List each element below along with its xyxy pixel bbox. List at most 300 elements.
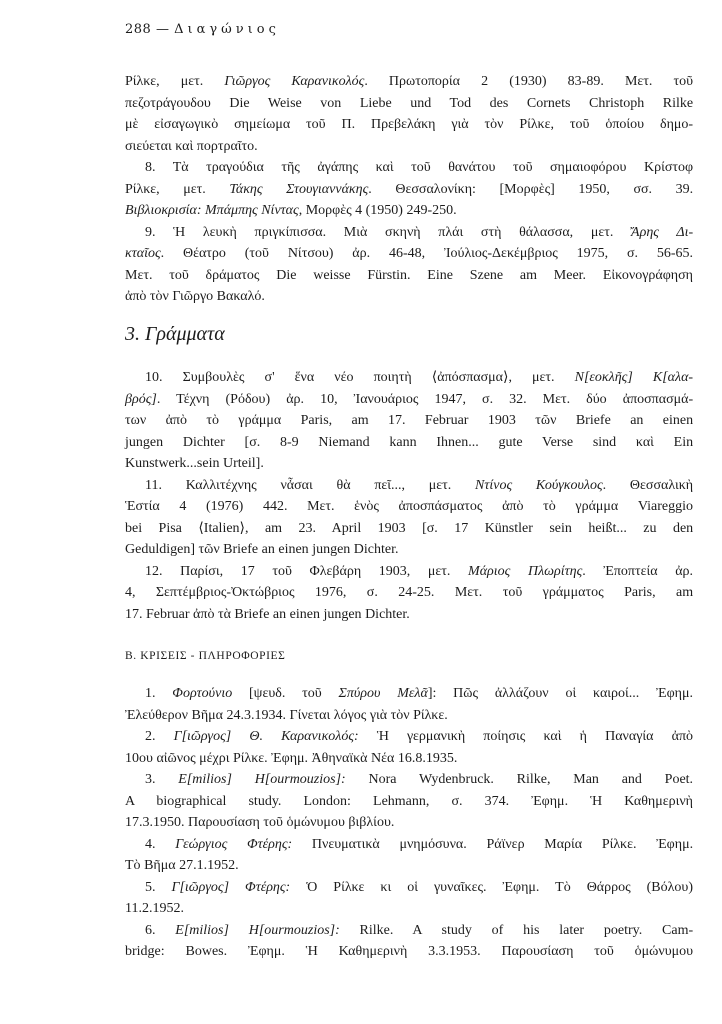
text-run: θανάτου [448,160,496,175]
text-run [501,225,519,240]
text-run: Ὁ [306,879,318,895]
text-run: Φλεβάρη [309,563,362,579]
section-heading-letters: 3. Γράμματα [125,323,225,345]
text-run: νἆσαι [280,477,313,493]
text-run: τοῦ [512,160,533,175]
text-run [300,160,317,175]
text-run [182,521,198,536]
text-run: (τοῦ [244,246,269,261]
text-run: τῶν [535,413,557,428]
text-run [604,74,625,89]
text-run: Viareggio [637,499,694,514]
italic-text [229,880,245,895]
text-run [656,585,676,600]
text-run: Θάρρος [586,879,631,895]
text-run: τοῦ [594,944,614,959]
text-run [162,478,186,493]
text-run: 32. [509,391,527,407]
text-run: θάλασσα, [519,224,574,240]
text-run [503,923,523,938]
text-run: τοῦ [673,74,694,89]
text-run [138,117,154,132]
text-run: Pisa [158,520,182,536]
text-run [652,182,676,197]
text-run: Ἡ [376,729,389,744]
text-run: καὶ [543,729,562,744]
text-run: Ἐφημ. [656,836,694,852]
text-run: Cam- [662,922,694,938]
text-run: Ρίλκε [333,879,365,895]
text-run: einen [278,542,309,557]
text-run [160,499,180,514]
text-run: Geduldigen] [125,542,195,557]
text-run: αἰῶνος [156,750,196,766]
text-run: einen [289,606,320,622]
italic-text: Τάκης [229,181,263,197]
text-run [378,585,398,600]
text-run: biographical [156,793,227,809]
text-run [156,729,174,744]
italic-text [231,729,249,744]
text-run [431,96,449,111]
text-run: σκηνὴ [385,224,421,240]
text-run: πορτραῖτο. [196,138,258,154]
text-run [163,435,183,450]
text-run: his [523,922,540,938]
text-run [218,117,234,132]
text-run: poetry. [603,922,643,938]
text-run [539,880,555,895]
text-run [264,160,281,175]
text-run: 5. [145,879,156,895]
text-run [410,564,428,579]
text-run: Die [229,95,250,111]
text-run [586,268,603,283]
text-run [160,74,181,89]
text-run [610,182,634,197]
text-run: bei [125,520,143,536]
text-run [573,944,594,959]
text-run [304,392,320,407]
text-run [571,880,587,895]
text-run [146,413,165,428]
text-run: καιροί... [593,686,640,701]
text-run [351,478,375,493]
header-dash: — [155,22,170,37]
text-run: 1950, [578,181,610,197]
text-line [125,898,693,920]
text-run: am [351,413,369,428]
italic-text: H[ourmouzios]: [248,922,340,938]
text-run [152,268,169,283]
text-line [125,683,693,705]
text-run: study [441,922,472,938]
text-run: 249-250. [406,203,457,218]
text-line [125,705,693,727]
text-line [125,855,693,877]
text-run: Ἀθηναϊκὰ [311,750,368,766]
text-run: ἀποσπασμά- [622,391,694,407]
text-run [346,772,369,787]
text-run [411,268,428,283]
text-run [211,96,230,111]
text-run: τὸν [484,117,504,132]
text-run [389,729,407,744]
text-run: τῶν [198,542,220,557]
text-run [285,686,302,701]
text-run: 374. [484,793,510,809]
text-run [465,729,483,744]
italic-text [510,564,528,579]
text-run: A [412,922,422,938]
text-run: 11.2.1952. [125,901,184,916]
text-line [125,920,693,942]
text-run [275,370,295,385]
text-run [525,837,545,852]
text-run [463,225,481,240]
text-run: πεζοτράγουδου [125,95,211,111]
text-run [281,794,303,809]
text-run: bridge: [125,944,165,959]
text-run: Paris, [624,585,656,600]
translations-poetry-block [125,71,693,308]
text-run [453,268,470,283]
text-line [125,114,693,136]
text-run [209,392,225,407]
text-run [576,686,593,701]
text-run: 17. [125,606,143,622]
text-run: 8. [145,160,156,175]
text-run: of [491,922,504,938]
text-run: Bowes. [185,944,228,959]
text-run: ἀλλάζουν [494,686,549,701]
text-run [573,225,591,240]
text-run [380,837,400,852]
text-run [333,246,352,261]
text-line [125,71,693,93]
text-run [487,880,503,895]
text-run: later [559,922,585,938]
text-line [125,157,693,179]
italic-text [380,686,397,701]
text-run: 16.8.1935. [397,750,458,766]
text-run: μετ. [183,181,206,197]
text-run: 10. [145,370,163,385]
text-run: 9. [145,224,156,240]
text-run [613,225,631,240]
text-run: Πνευματικὰ [311,836,380,852]
text-run: γράμματος [542,585,604,600]
text-run [287,499,307,514]
text-line [125,200,693,222]
text-run [226,246,245,261]
text-run [425,246,444,261]
text-run: Ράϊνερ [486,836,525,852]
text-run [599,772,622,787]
text-run: 1903, [378,563,411,579]
text-run: τοῦ [263,815,283,830]
text-run: jungen [312,542,351,557]
text-run [257,478,281,493]
text-run: Καθημερινὴ [338,944,408,959]
text-run: καὶ [375,160,394,175]
text-run: ἀρ. [675,563,694,579]
text-run: ὁποίου [605,117,645,132]
text-run: μετ. [427,563,451,579]
text-run [379,499,399,514]
text-run: 17 [240,563,255,579]
text-run: Μαρία [544,836,583,852]
text-run: [ψευδ. [249,686,286,701]
italic-text: Φτέρης: [245,879,291,895]
text-run: jungen [323,606,362,622]
text-run [142,521,158,536]
text-run [225,435,245,450]
text-run [164,246,183,261]
text-run [586,564,604,579]
text-run [642,772,665,787]
text-run: Ἐφημ. [531,793,569,809]
text-line [125,222,693,244]
text-run: jungen [125,434,164,450]
text-run [607,392,623,407]
text-run [644,117,660,132]
text-run [369,413,388,428]
section-heading-reviews: B. ΚΡΙΣΕΙΣ - ΠΛΗΡΟΦΟΡΙΕΣ [125,650,286,662]
letters-block [125,367,693,625]
text-run: ⟨Italien⟩, [198,520,249,536]
text-run: 12. [145,563,163,579]
text-run [495,160,512,175]
italic-text: Μελᾶ [397,686,428,701]
text-run [451,478,475,493]
text-run: des [489,95,509,111]
text-run [292,837,312,852]
text-run [156,923,176,938]
text-run [326,225,344,240]
text-line [125,496,693,518]
text-run: 1. [145,686,156,701]
text-run [476,182,500,197]
text-run: τὸ [543,499,556,514]
text-run [450,564,468,579]
text-run: 1903 [487,413,516,428]
running-header [125,22,280,37]
text-run [290,117,306,132]
text-run [525,729,543,744]
italic-text [229,923,249,938]
text-run: Rilke [662,95,694,111]
text-run: Nora [368,772,397,787]
text-run [618,499,638,514]
text-run: Τέχνη [176,391,210,407]
italic-text [227,837,247,852]
text-run: Ρίλκε, [519,117,554,132]
text-run: ἀποσπάσματος [398,499,483,514]
text-run [206,182,230,197]
text-run: Briefe [223,542,259,557]
text-run: Urteil]. [223,456,264,471]
text-run [316,521,332,536]
text-run [627,521,643,536]
text-run [436,686,453,701]
text-run: μετ. [590,224,614,240]
text-run: Γιῶργο [172,289,214,304]
text-run: Liebe [359,95,392,111]
text-run: (Ρόδου) [225,391,271,407]
text-run [259,268,276,283]
text-run [539,923,559,938]
text-run: 4 [355,203,363,218]
text-run: 3. [145,772,156,787]
italic-text: Δι- [676,224,694,240]
text-run: Christoph [588,95,645,111]
text-run [572,521,588,536]
text-run: Man [573,772,599,787]
text-run: νέο [334,370,354,385]
text-run: σιεύεται [125,138,172,154]
text-run: Ρίλκε. [413,707,448,723]
italic-text [263,182,287,197]
text-run [549,686,566,701]
text-run: . [160,246,165,261]
italic-text: Σπύρου [338,686,381,701]
text-run [361,564,379,579]
text-run [644,96,663,111]
text-run: Θεσσαλονίκη: [395,181,476,197]
text-run [187,413,206,428]
text-run: πριγκίπισσα. [254,224,327,240]
text-run: 46-48, [388,246,426,261]
text-run: einen [662,413,694,428]
text-run: Ρίλκε, [125,181,160,197]
text-run [358,160,375,175]
text-run: Ἰούλιος-Δεκέμβριος [443,246,558,261]
italic-text: K[αλα- [652,370,694,385]
text-run: 11. [145,477,162,493]
italic-text: Πλωρίτης [527,563,583,579]
text-run [508,96,527,111]
text-run [429,794,451,809]
text-run: μνημόσυνα. [399,836,467,852]
text-run: σ' [264,370,275,385]
italic-text: βρός] [125,391,157,407]
text-run [338,392,354,407]
text-run [189,160,206,175]
text-line [125,475,693,497]
text-run: April [331,520,362,536]
text-run [340,923,360,938]
text-run: Καλλιτέχνης [185,477,257,493]
text-run [281,413,300,428]
text-run [165,944,186,959]
text-run [406,521,422,536]
text-run: ἀπὸ [125,289,147,304]
text-run: πλάι [438,224,464,240]
text-run: γράμμα [238,413,282,428]
text-run [160,392,176,407]
text-run: Niemand [318,434,370,450]
text-run: Ἐφημ. [656,686,693,701]
text-run [431,160,448,175]
text-run [555,182,579,197]
text-run [351,794,373,809]
text-line [125,769,693,791]
text-run: Tod [449,95,472,111]
text-run: Dichter. [365,606,410,622]
text-run: τοῦ [169,267,189,283]
text-run [163,564,181,579]
text-run [332,413,351,428]
text-run: ἀρ. [352,246,371,261]
text-run [294,585,314,600]
text-run: τὸ [206,413,219,428]
text-run: κι [380,879,392,895]
text-run [160,182,184,197]
italic-text: Κούγκουλος [535,477,603,493]
text-run: sind [592,434,617,450]
text-run: . [602,477,607,493]
text-run: τραγούδια [206,160,264,175]
text-run: 17 [454,520,469,536]
text-run: . [364,74,368,89]
text-run [326,117,342,132]
text-run [493,392,509,407]
italic-text: Γιῶργος [224,74,271,89]
text-run: (Βόλου) [646,879,694,895]
text-run: sein [549,520,572,536]
text-run [393,923,412,938]
italic-text: Γεώργιος [175,836,228,852]
page-number: 288 [125,22,152,37]
text-run: τοῦ [411,160,431,175]
text-run [422,923,442,938]
text-run [346,585,366,600]
text-run: ἀγάπης [317,160,359,175]
text-run: τὰ [217,606,231,622]
italic-text: E[milios] [175,922,229,938]
text-line [125,561,693,583]
text-run [250,96,268,111]
text-run [364,880,380,895]
text-run [503,117,519,132]
text-run: σημείωμα [234,117,291,132]
text-run: 17. [388,413,406,428]
text-run: μέχρι [199,750,230,766]
text-run: an [261,542,275,557]
text-line [125,93,693,115]
text-run: 4 [179,499,187,514]
text-run [394,160,411,175]
text-run [626,160,643,175]
text-run [589,117,605,132]
text-run [509,794,531,809]
text-run [260,435,280,450]
text-run [494,772,517,787]
text-run: (1950) [365,203,403,218]
text-run: and [621,772,642,787]
italic-text: H[ourmouzios]: [254,772,346,787]
text-run: [σ. [422,520,438,536]
text-run: Εἰκονογράφηση [602,267,693,283]
text-run [558,246,577,261]
text-run: heißt... [588,520,627,536]
text-line [125,748,693,770]
text-run [568,794,590,809]
text-run: Dichter. [353,542,399,557]
text-run: Συμβουλὲς [182,370,245,385]
text-run [313,478,337,493]
